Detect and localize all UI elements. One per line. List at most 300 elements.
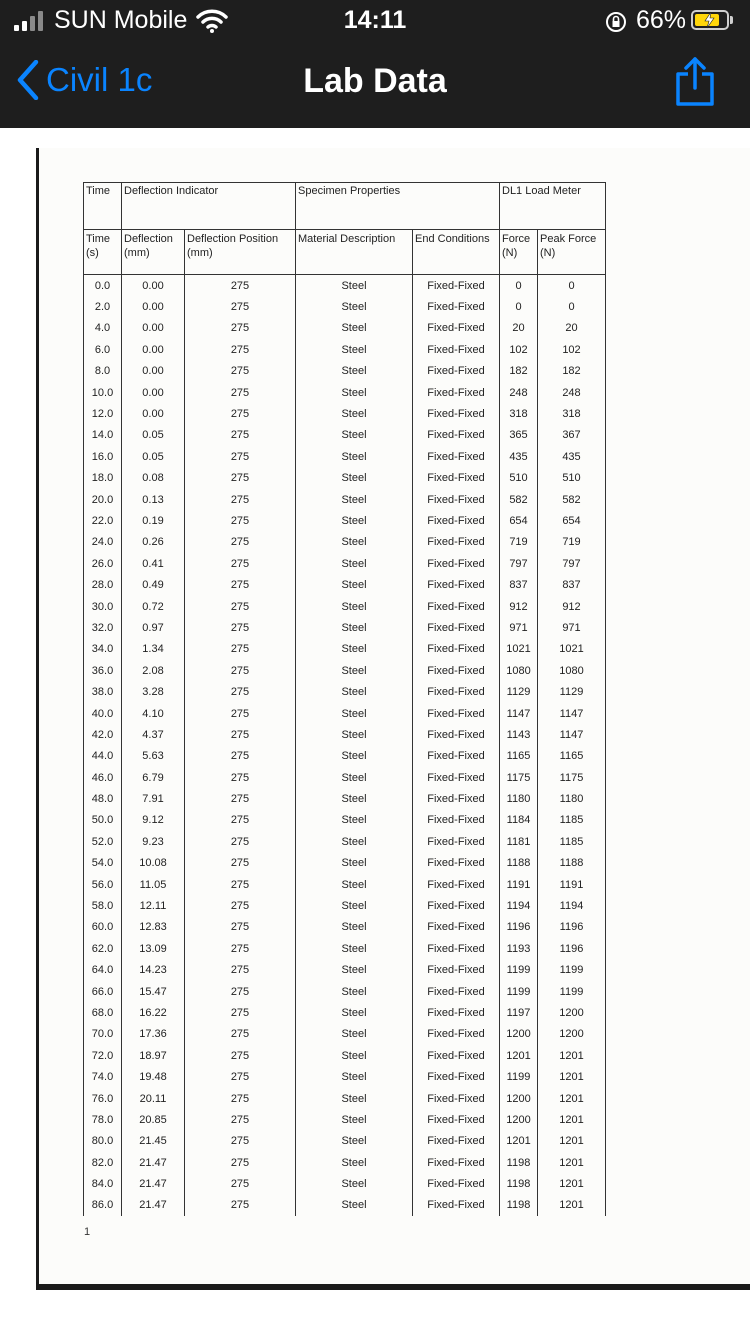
cell-material: Steel [296,596,413,617]
share-button[interactable] [674,56,716,113]
cell-end-conditions: Fixed-Fixed [413,574,500,595]
cell-end-conditions: Fixed-Fixed [413,895,500,916]
cell-deflection: 0.49 [122,574,185,595]
cell-time: 52.0 [84,831,122,852]
table-row [84,275,606,297]
cell-force: 1191 [500,874,538,895]
cell-time: 0.0 [84,275,122,297]
cell-end-conditions: Fixed-Fixed [413,339,500,360]
cell-time: 40.0 [84,703,122,724]
table-row [84,938,606,959]
cell-time: 60.0 [84,917,122,938]
cell-force: 248 [500,382,538,403]
group-header-deflection-indicator: Deflection Indicator [122,183,296,230]
cell-deflection-position: 275 [185,1195,296,1216]
cell-end-conditions: Fixed-Fixed [413,660,500,681]
cell-end-conditions: Fixed-Fixed [413,1152,500,1173]
cell-end-conditions: Fixed-Fixed [413,1131,500,1152]
cell-peak-force: 435 [538,446,606,467]
cell-deflection: 19.48 [122,1066,185,1087]
cell-peak-force: 837 [538,574,606,595]
cell-material: Steel [296,938,413,959]
column-header-deflection: Deflection (mm) [122,230,185,275]
cell-deflection: 0.72 [122,596,185,617]
table-row [84,1002,606,1023]
cell-force: 654 [500,510,538,531]
cell-deflection: 0.97 [122,617,185,638]
cell-material: Steel [296,296,413,317]
cell-end-conditions: Fixed-Fixed [413,703,500,724]
cell-time: 12.0 [84,403,122,424]
cell-material: Steel [296,1024,413,1045]
cell-deflection: 21.47 [122,1152,185,1173]
cell-end-conditions: Fixed-Fixed [413,917,500,938]
cell-deflection-position: 275 [185,468,296,489]
cell-material: Steel [296,767,413,788]
cell-deflection-position: 275 [185,425,296,446]
cell-deflection-position: 275 [185,831,296,852]
cell-end-conditions: Fixed-Fixed [413,788,500,809]
table-row [84,1152,606,1173]
cell-deflection: 0.00 [122,339,185,360]
cell-time: 78.0 [84,1109,122,1130]
cell-force: 1194 [500,895,538,916]
cell-material: Steel [296,788,413,809]
cell-end-conditions: Fixed-Fixed [413,724,500,745]
cell-peak-force: 1191 [538,874,606,895]
cell-material: Steel [296,1131,413,1152]
cell-force: 20 [500,318,538,339]
cell-force: 1198 [500,1173,538,1194]
cell-force: 1080 [500,660,538,681]
cell-time: 82.0 [84,1152,122,1173]
table-row [84,468,606,489]
cell-material: Steel [296,1088,413,1109]
cell-peak-force: 1201 [538,1088,606,1109]
table-row [84,1173,606,1194]
table-row [84,1045,606,1066]
cell-material: Steel [296,532,413,553]
cell-peak-force: 582 [538,489,606,510]
table-row [84,639,606,660]
cell-peak-force: 1194 [538,895,606,916]
cell-peak-force: 1196 [538,917,606,938]
cell-material: Steel [296,1045,413,1066]
cell-deflection-position: 275 [185,639,296,660]
cell-deflection: 16.22 [122,1002,185,1023]
cell-force: 971 [500,617,538,638]
column-header-material: Material Description [296,230,413,275]
cell-peak-force: 1201 [538,1195,606,1216]
share-icon [674,56,716,108]
cell-force: 1200 [500,1024,538,1045]
cell-peak-force: 1129 [538,681,606,702]
cell-peak-force: 1201 [538,1109,606,1130]
cell-deflection: 12.11 [122,895,185,916]
cell-time: 22.0 [84,510,122,531]
cell-deflection-position: 275 [185,1109,296,1130]
cell-time: 16.0 [84,446,122,467]
cell-end-conditions: Fixed-Fixed [413,1088,500,1109]
cell-deflection-position: 275 [185,1152,296,1173]
table-row [84,746,606,767]
cell-peak-force: 797 [538,553,606,574]
group-header-load-meter: DL1 Load Meter [500,183,606,230]
cell-force: 1180 [500,788,538,809]
cell-material: Steel [296,981,413,1002]
cell-deflection-position: 275 [185,1045,296,1066]
table-row [84,1109,606,1130]
cell-material: Steel [296,746,413,767]
cell-deflection-position: 275 [185,339,296,360]
cell-force: 365 [500,425,538,446]
cell-deflection: 20.11 [122,1088,185,1109]
cell-deflection: 0.00 [122,296,185,317]
cell-deflection-position: 275 [185,703,296,724]
column-header-deflection-position: Deflection Position (mm) [185,230,296,275]
cell-force: 1129 [500,681,538,702]
cell-deflection-position: 275 [185,1131,296,1152]
cell-deflection-position: 275 [185,960,296,981]
cell-force: 102 [500,339,538,360]
battery-percentage: 66% [636,6,687,34]
cell-time: 80.0 [84,1131,122,1152]
cell-time: 36.0 [84,660,122,681]
cell-peak-force: 182 [538,361,606,382]
cell-deflection-position: 275 [185,1088,296,1109]
cell-time: 62.0 [84,938,122,959]
cell-material: Steel [296,574,413,595]
cell-deflection: 14.23 [122,960,185,981]
cell-peak-force: 654 [538,510,606,531]
cell-time: 14.0 [84,425,122,446]
cell-time: 18.0 [84,468,122,489]
cell-deflection-position: 275 [185,746,296,767]
cell-end-conditions: Fixed-Fixed [413,960,500,981]
cell-deflection-position: 275 [185,810,296,831]
cell-deflection-position: 275 [185,788,296,809]
cell-material: Steel [296,318,413,339]
cell-material: Steel [296,660,413,681]
cell-deflection: 0.13 [122,489,185,510]
status-bar [0,0,750,42]
cell-deflection-position: 275 [185,681,296,702]
cell-end-conditions: Fixed-Fixed [413,767,500,788]
cell-time: 26.0 [84,553,122,574]
cell-time: 32.0 [84,617,122,638]
cell-deflection: 11.05 [122,874,185,895]
table-row [84,853,606,874]
cell-peak-force: 248 [538,382,606,403]
table-row [84,403,606,424]
cell-force: 1188 [500,853,538,874]
cell-end-conditions: Fixed-Fixed [413,1024,500,1045]
cell-peak-force: 1199 [538,981,606,1002]
cell-end-conditions: Fixed-Fixed [413,468,500,489]
cell-deflection: 10.08 [122,853,185,874]
cell-deflection: 21.45 [122,1131,185,1152]
cell-peak-force: 1165 [538,746,606,767]
cell-end-conditions: Fixed-Fixed [413,553,500,574]
cell-deflection-position: 275 [185,318,296,339]
cell-time: 56.0 [84,874,122,895]
column-header-end-conditions: End Conditions [413,230,500,275]
cell-force: 1197 [500,1002,538,1023]
table-row [84,917,606,938]
cell-force: 182 [500,361,538,382]
cell-force: 1175 [500,767,538,788]
cell-time: 44.0 [84,746,122,767]
cell-end-conditions: Fixed-Fixed [413,403,500,424]
table-row [84,574,606,595]
cell-force: 510 [500,468,538,489]
cell-peak-force: 912 [538,596,606,617]
table-row [84,1131,606,1152]
cell-time: 24.0 [84,532,122,553]
battery-icon [691,10,729,30]
cell-time: 20.0 [84,489,122,510]
cell-deflection-position: 275 [185,917,296,938]
cell-material: Steel [296,468,413,489]
table-row [84,831,606,852]
cell-time: 86.0 [84,1195,122,1216]
cell-peak-force: 0 [538,296,606,317]
cell-time: 6.0 [84,339,122,360]
cell-material: Steel [296,425,413,446]
cell-force: 837 [500,574,538,595]
cell-force: 1201 [500,1131,538,1152]
cell-time: 48.0 [84,788,122,809]
cell-deflection: 12.83 [122,917,185,938]
cell-material: Steel [296,382,413,403]
table-group-header-row [84,183,606,230]
cell-end-conditions: Fixed-Fixed [413,810,500,831]
cell-peak-force: 1201 [538,1152,606,1173]
cell-material: Steel [296,874,413,895]
orientation-lock-icon [604,10,628,39]
cell-material: Steel [296,1002,413,1023]
table-row [84,532,606,553]
cell-deflection: 5.63 [122,746,185,767]
table-row [84,553,606,574]
cell-deflection: 2.08 [122,660,185,681]
cell-deflection-position: 275 [185,1173,296,1194]
cell-deflection: 9.23 [122,831,185,852]
cell-deflection: 17.36 [122,1024,185,1045]
cell-peak-force: 1080 [538,660,606,681]
cell-force: 1165 [500,746,538,767]
cell-force: 1199 [500,960,538,981]
cell-end-conditions: Fixed-Fixed [413,532,500,553]
cell-force: 318 [500,403,538,424]
cell-deflection-position: 275 [185,660,296,681]
cell-force: 912 [500,596,538,617]
cell-end-conditions: Fixed-Fixed [413,853,500,874]
cell-deflection: 0.05 [122,446,185,467]
cell-deflection-position: 275 [185,853,296,874]
cell-peak-force: 1185 [538,810,606,831]
cell-peak-force: 1201 [538,1045,606,1066]
table-row [84,874,606,895]
cell-end-conditions: Fixed-Fixed [413,275,500,297]
cell-end-conditions: Fixed-Fixed [413,318,500,339]
cell-peak-force: 318 [538,403,606,424]
cell-end-conditions: Fixed-Fixed [413,382,500,403]
cell-time: 4.0 [84,318,122,339]
cell-deflection-position: 275 [185,446,296,467]
cell-peak-force: 510 [538,468,606,489]
cell-time: 58.0 [84,895,122,916]
cell-force: 1201 [500,1045,538,1066]
cell-end-conditions: Fixed-Fixed [413,1109,500,1130]
cell-deflection: 0.00 [122,382,185,403]
cell-end-conditions: Fixed-Fixed [413,681,500,702]
cell-force: 1181 [500,831,538,852]
cell-deflection: 0.00 [122,361,185,382]
cell-time: 38.0 [84,681,122,702]
cell-deflection: 15.47 [122,981,185,1002]
cell-deflection-position: 275 [185,403,296,424]
cell-material: Steel [296,810,413,831]
cell-force: 719 [500,532,538,553]
cell-deflection: 0.26 [122,532,185,553]
cell-material: Steel [296,1066,413,1087]
cell-force: 797 [500,553,538,574]
cell-deflection-position: 275 [185,596,296,617]
table-row [84,788,606,809]
cell-deflection-position: 275 [185,981,296,1002]
carrier-name: SUN Mobile [54,6,188,34]
cell-force: 1196 [500,917,538,938]
cell-deflection: 13.09 [122,938,185,959]
table-row [84,489,606,510]
cell-time: 8.0 [84,361,122,382]
cell-material: Steel [296,446,413,467]
cell-force: 1184 [500,810,538,831]
cell-material: Steel [296,275,413,297]
table-row [84,339,606,360]
cell-time: 70.0 [84,1024,122,1045]
cell-time: 66.0 [84,981,122,1002]
cell-deflection: 0.00 [122,403,185,424]
cell-peak-force: 367 [538,425,606,446]
table-row [84,960,606,981]
cell-end-conditions: Fixed-Fixed [413,446,500,467]
table-column-header-row [84,230,606,275]
cell-deflection: 0.00 [122,275,185,297]
cell-force: 1021 [500,639,538,660]
cell-deflection-position: 275 [185,1066,296,1087]
cell-material: Steel [296,361,413,382]
cell-deflection: 0.08 [122,468,185,489]
cell-peak-force: 1199 [538,960,606,981]
cell-end-conditions: Fixed-Fixed [413,1045,500,1066]
cell-peak-force: 1021 [538,639,606,660]
page-title: Lab Data [303,62,447,100]
cell-deflection-position: 275 [185,361,296,382]
cell-end-conditions: Fixed-Fixed [413,981,500,1002]
cell-deflection: 0.19 [122,510,185,531]
cell-deflection: 21.47 [122,1195,185,1216]
cell-time: 34.0 [84,639,122,660]
cell-end-conditions: Fixed-Fixed [413,746,500,767]
document-photo[interactable] [0,128,750,1334]
cell-force: 0 [500,275,538,297]
back-button-label: Civil 1c [46,61,153,98]
cell-deflection-position: 275 [185,1024,296,1045]
column-header-time: Time (s) [84,230,122,275]
cell-material: Steel [296,853,413,874]
table-row [84,1195,606,1216]
table-row [84,296,606,317]
cell-deflection-position: 275 [185,895,296,916]
table-row [84,810,606,831]
cell-material: Steel [296,895,413,916]
cell-time: 46.0 [84,767,122,788]
cell-material: Steel [296,1152,413,1173]
cell-end-conditions: Fixed-Fixed [413,617,500,638]
cell-material: Steel [296,403,413,424]
table-row [84,895,606,916]
table-row [84,724,606,745]
cell-deflection-position: 275 [185,275,296,297]
cell-deflection-position: 275 [185,767,296,788]
table-body [84,275,606,1217]
table-row [84,681,606,702]
cell-deflection: 6.79 [122,767,185,788]
cell-end-conditions: Fixed-Fixed [413,361,500,382]
cell-time: 2.0 [84,296,122,317]
cell-force: 1199 [500,1066,538,1087]
cell-peak-force: 1201 [538,1066,606,1087]
table-row [84,382,606,403]
cell-end-conditions: Fixed-Fixed [413,1066,500,1087]
cell-deflection-position: 275 [185,296,296,317]
cell-end-conditions: Fixed-Fixed [413,596,500,617]
cell-deflection: 21.47 [122,1173,185,1194]
cell-material: Steel [296,703,413,724]
table-row [84,1088,606,1109]
cell-deflection-position: 275 [185,1002,296,1023]
cell-end-conditions: Fixed-Fixed [413,425,500,446]
cell-deflection: 3.28 [122,681,185,702]
cell-time: 10.0 [84,382,122,403]
cell-material: Steel [296,617,413,638]
cell-end-conditions: Fixed-Fixed [413,296,500,317]
cell-peak-force: 1200 [538,1002,606,1023]
cell-material: Steel [296,831,413,852]
cell-peak-force: 971 [538,617,606,638]
cell-peak-force: 1201 [538,1173,606,1194]
cell-peak-force: 102 [538,339,606,360]
cell-material: Steel [296,553,413,574]
cell-end-conditions: Fixed-Fixed [413,489,500,510]
cell-time: 68.0 [84,1002,122,1023]
table-row [84,318,606,339]
cell-force: 435 [500,446,538,467]
cell-material: Steel [296,724,413,745]
table-row [84,510,606,531]
cell-force: 1193 [500,938,538,959]
cell-time: 28.0 [84,574,122,595]
cell-end-conditions: Fixed-Fixed [413,831,500,852]
cell-material: Steel [296,339,413,360]
cell-deflection: 1.34 [122,639,185,660]
cell-end-conditions: Fixed-Fixed [413,510,500,531]
cell-deflection-position: 275 [185,724,296,745]
page-number: 1 [84,1226,91,1238]
cell-end-conditions: Fixed-Fixed [413,1173,500,1194]
